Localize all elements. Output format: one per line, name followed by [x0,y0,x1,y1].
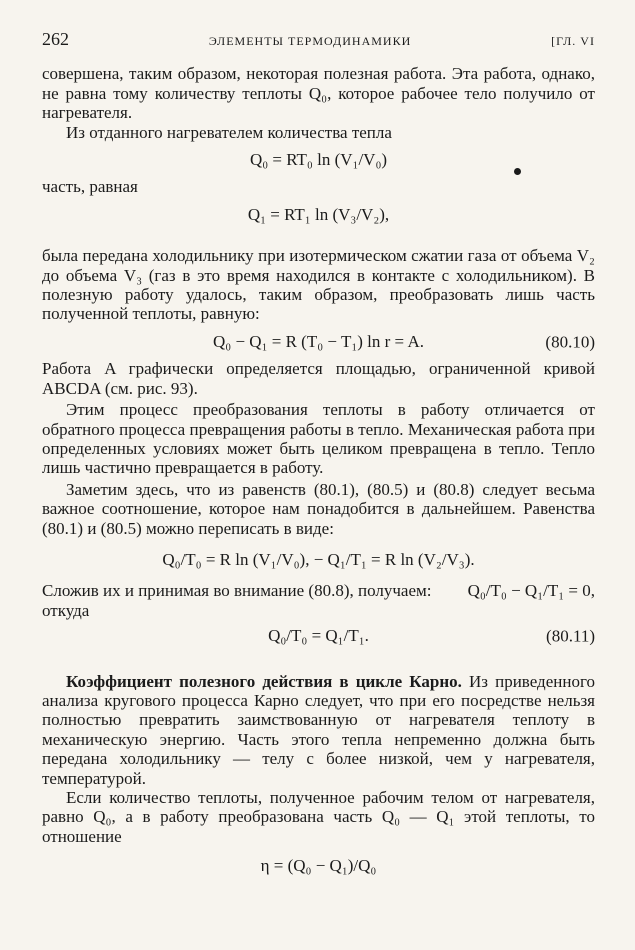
paragraph-8 [42,581,595,600]
paragraph-11: Если количество теплоты, полученное рабочим телом от нагревателя, равно Q₀, а в работу преобразована часть Q₀ — Q₁ этой теплоты, то отношение [42,788,595,846]
paragraph-9: откуда [42,600,90,620]
paragraph-10 [42,672,595,788]
equation-number-80-11: (80.11) [546,626,595,646]
equation-sum: Q₀/T₀ − Q₁/T₁ = 0, [467,581,595,601]
paragraph-5: Работа A графически определяется площадью, ограниченной кривой ABCDA (см. рис. 93). [42,359,595,398]
paragraph-3: часть, равная [42,177,138,197]
paragraph-8-text: Сложив их и принимая во внимание (80.8), получаем: [42,581,432,601]
equation-80-10-body: Q₀ − Q₁ = R (T₀ − T₁) ln r = A. [213,331,424,351]
equation-80-10 [42,332,595,351]
equation-80-11-body: Q₀/T₀ = Q₁/T₁. [268,626,369,646]
paragraph-7: Заметим здесь, что из равенств (80.1), (80.5) и (80.8) следует весьма важное соотношение, которое нам понадобится в дальнейшем. Равенства (80.1) и (80.5) можно переписать в виде: [42,479,595,538]
book-page [42,30,595,886]
equation-q1: Q₁ = RT₁ ln (V₃/V₂), [247,204,390,224]
equation-80-11 [42,626,595,645]
page-number: 262 [42,29,69,49]
page-header [42,30,595,51]
paragraph-2: Из отданного нагревателем количества тепла [66,122,392,142]
ink-speck [514,168,521,175]
paragraph-6: Этим процесс преобразования теплоты в работу отличается от обратного процесса превращения работы в тепло. Механическая работа при определенных условиях может быть целиком превращена в тепло. Тепло лишь частично превращается в работу. [42,400,595,478]
equation-ratios: Q₀/T₀ = R ln (V₁/V₀), − Q₁/T₁ = R ln (V₂/V₃). [162,549,475,569]
equation-number-80-10: (80.10) [545,331,595,351]
chapter-label: [ГЛ. VI [551,34,595,48]
equation-q0: Q₀ = RT₀ ln (V₁/V₀) [249,150,388,170]
paragraph-1: совершена, таким образом, некоторая полезная работа. Эта работа, однако, не равна тому количеству теплоты Q₀, которое рабочее тело получило от нагревателя. [42,64,595,123]
section-title: Коэффициент полезного действия в цикле Карно. [66,671,462,691]
equation-efficiency: η = (Q₀ − Q₁)/Q₀ [260,856,377,876]
running-title: ЭЛЕМЕНТЫ ТЕРМОДИНАМИКИ [208,34,412,48]
paragraph-10-text: Из приведенного анализа кругового процесса Карно следует, что при его посредстве нельзя полностью превратить заимствованную от нагревателя теплоту в механическую энергию. Часть этого тепла непременно должна быть передана холодильнику — телу с более низкой, чем у нагревателя, температурой. [42,671,595,788]
paragraph-4: была передана холодильнику при изотермическом сжатии газа от объема V₂ до объема V₃ (газ в это время находился в контакте с холодильником). В полезную работу удалось, таким образом, преобразовать лишь часть полученной теплоты, равную: [42,246,595,324]
